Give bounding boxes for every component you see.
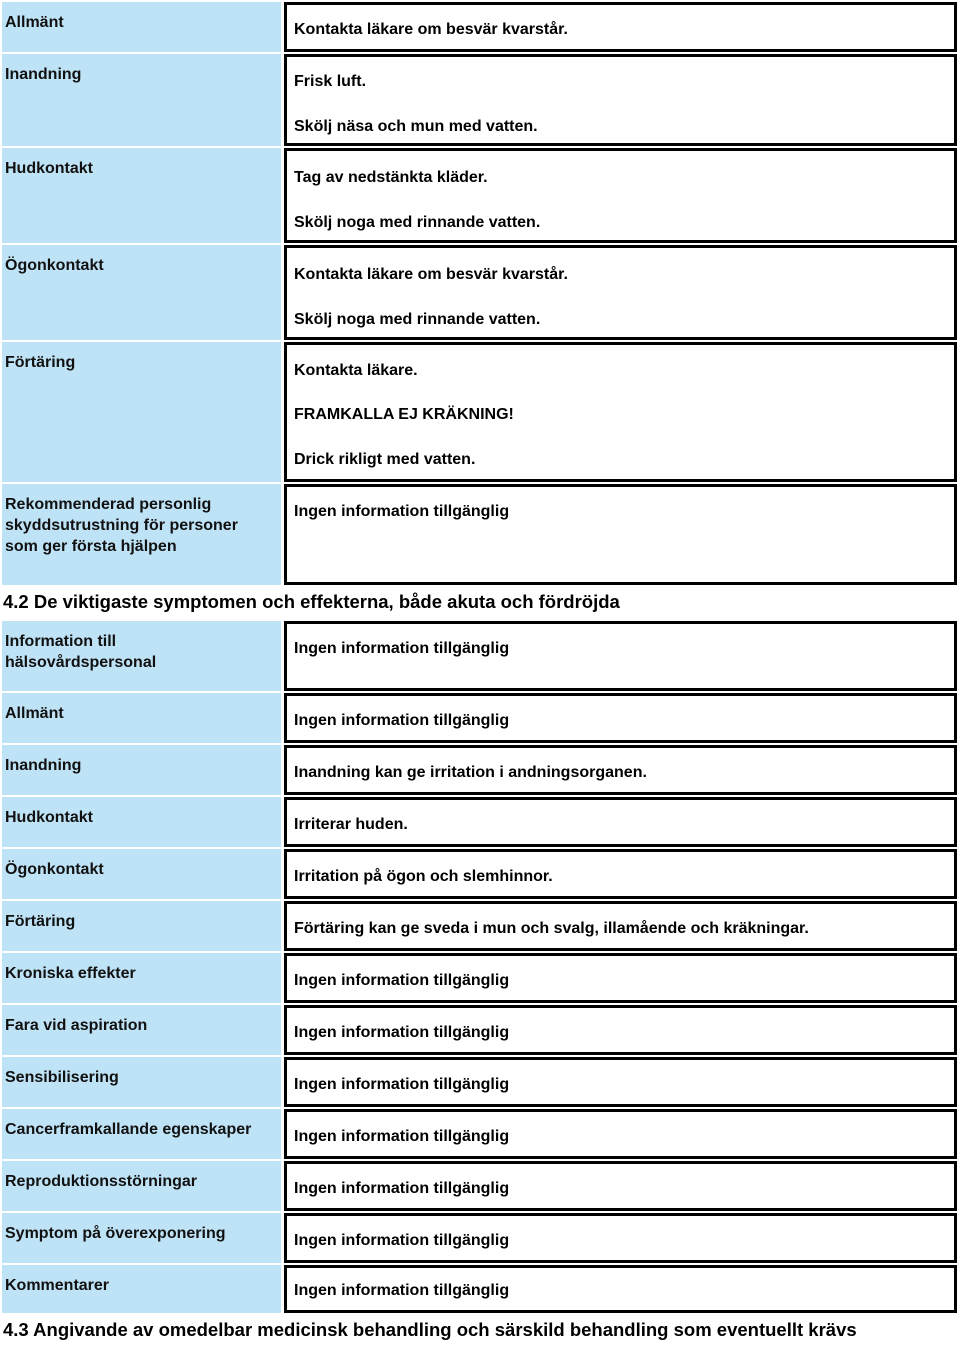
row-label: Allmänt [2, 2, 281, 52]
section-heading-4-3: 4.3 Angivande av omedelbar medicinsk behandling och särskild behandling som eventuellt krävs [3, 1319, 857, 1340]
row-value [284, 1109, 957, 1159]
row-value [284, 148, 957, 243]
table-row [0, 1213, 960, 1263]
value-line: Kontakta läkare om besvär kvarstår. [294, 266, 568, 283]
table-row [0, 745, 960, 795]
row-value [284, 1265, 957, 1313]
value-line: Ingen information tillgänglig [294, 1024, 510, 1041]
value-line: FRAMKALLA EJ KRÄKNING! [294, 406, 514, 423]
value-line: Ingen information tillgänglig [294, 972, 510, 989]
row-value [284, 1005, 957, 1055]
row-value [284, 1057, 957, 1107]
row-label: Symptom på överexponering [2, 1213, 281, 1263]
row-value [284, 953, 957, 1003]
row-value [284, 2, 957, 52]
table-row [0, 849, 960, 899]
table-row [0, 797, 960, 847]
value-line: Kontakta läkare. [294, 362, 418, 379]
table-row [0, 245, 960, 340]
row-value [284, 54, 957, 146]
row-label: Ögonkontakt [2, 849, 281, 899]
value-line: Ingen information tillgänglig [294, 712, 510, 729]
row-value [284, 484, 957, 585]
row-label: Inandning [2, 54, 281, 146]
table-row [0, 1265, 960, 1313]
table-row [0, 54, 960, 146]
row-value [284, 245, 957, 340]
value-line: Skölj näsa och mun med vatten. [294, 118, 538, 135]
value-line: Skölj noga med rinnande vatten. [294, 311, 541, 328]
row-value [284, 849, 957, 899]
table-row [0, 1005, 960, 1055]
row-label: Rekommenderad personlig skyddsutrustning för personer som ger första hjälpen [2, 484, 281, 585]
table-row [0, 621, 960, 691]
table-row [0, 2, 960, 52]
row-label: Hudkontakt [2, 797, 281, 847]
table-row [0, 953, 960, 1003]
value-line: Frisk luft. [294, 73, 367, 90]
value-line: Ingen information tillgänglig [294, 1282, 510, 1299]
row-value [284, 1213, 957, 1263]
row-label: Ögonkontakt [2, 245, 281, 340]
row-label: Hudkontakt [2, 148, 281, 243]
row-value [284, 621, 957, 691]
value-line: Ingen information tillgänglig [294, 503, 510, 520]
row-value [284, 745, 957, 795]
table-row [0, 1057, 960, 1107]
row-label: Inandning [2, 745, 281, 795]
table-row [0, 342, 960, 482]
table-row [0, 484, 960, 585]
row-value [284, 342, 957, 482]
value-line: Ingen information tillgänglig [294, 1232, 510, 1249]
table-row [0, 148, 960, 243]
row-label: Cancerframkallande egenskaper [2, 1109, 281, 1159]
row-value [284, 693, 957, 743]
row-value [284, 901, 957, 951]
table-row [0, 901, 960, 951]
value-line: Ingen information tillgänglig [294, 640, 510, 657]
row-value [284, 797, 957, 847]
row-label: Fara vid aspiration [2, 1005, 281, 1055]
row-label: Förtäring [2, 901, 281, 951]
section-heading-4-2: 4.2 De viktigaste symptomen och effekterna, både akuta och fördröjda [3, 591, 620, 612]
value-line: Förtäring kan ge sveda i mun och svalg, illamående och kräkningar. [294, 920, 809, 937]
value-line: Irritation på ögon och slemhinnor. [294, 868, 553, 885]
value-line: Kontakta läkare om besvär kvarstår. [294, 21, 568, 38]
value-line: Drick rikligt med vatten. [294, 451, 476, 468]
row-label: Reproduktionsstörningar [2, 1161, 281, 1211]
value-line: Ingen information tillgänglig [294, 1128, 510, 1145]
table-row [0, 1109, 960, 1159]
row-label: Kroniska effekter [2, 953, 281, 1003]
value-line: Skölj noga med rinnande vatten. [294, 214, 541, 231]
row-label: Kommentarer [2, 1265, 281, 1313]
value-line: Inandning kan ge irritation i andningsorganen. [294, 764, 647, 781]
table-row [0, 693, 960, 743]
table-row [0, 1161, 960, 1211]
row-label: Allmänt [2, 693, 281, 743]
value-line: Ingen information tillgänglig [294, 1076, 510, 1093]
row-label: Information till hälsovårdspersonal [2, 621, 281, 691]
value-line: Tag av nedstänkta kläder. [294, 169, 488, 186]
row-label: Förtäring [2, 342, 281, 482]
value-line: Irriterar huden. [294, 816, 408, 833]
row-label: Sensibilisering [2, 1057, 281, 1107]
value-line: Ingen information tillgänglig [294, 1180, 510, 1197]
row-value [284, 1161, 957, 1211]
